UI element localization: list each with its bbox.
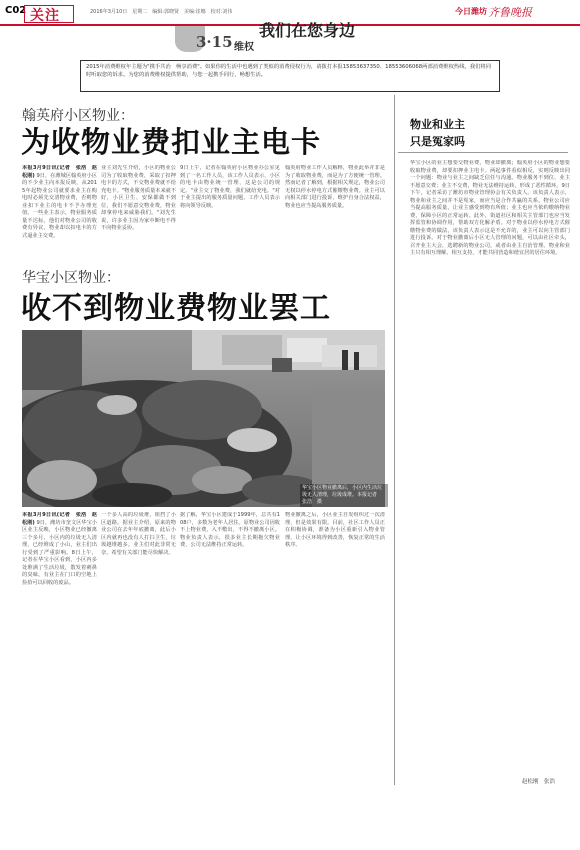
photo-caption: 华宝小区物业撤离后，小区内生活垃圾无人清理，垃圾成堆。本报记者 张浩 摄: [300, 484, 388, 507]
sidebar-text: 华宝小区的业主想要交物业费，物业却撤离；翰英府小区的物业想要收取物业费，却要扣押业主电卡。两起事件看似相反，实则反映出同一个问题：物业与业主之间缺乏信任与沟通。物业服务不到位，业主不愿意交费；业主不交费，物业无法维持运转，形成了恶性循环。9日下午，记者采访了潍坊市物业管理协会有关负责人。该负责人表示，物业和业主之间并不是冤家，而应当是合作共赢的关系。物业公司应当提高服务质量，让业主感受到物有所值；业主也应当依约缴纳物业费，保障小区的正常运转。此外，街道社区和相关主管部门也应当发挥监管和协调作用，帮助双方化解矛盾。对于物业以停水停电方式催缴物业费的做法，该负责人表示这是不允许的，业主可以向主管部门进行投诉。对于物业撤离后小区无人管理的问题，可以由社区牵头，召开业主大会，选聘新的物业公司，或者由业主自治管理。物业和业主只有相互理解、相互支持，才能共同营造和谐宜居的居住环境。: [410, 160, 570, 256]
article2-column-4: 物业撤离之后，小区业主自发组织过一次清理，但是效果有限。目前，社区工作人员正在积极协调，准备为小区重新引入物业管理，让小区环境得到改善，恢复正常的生活秩序。: [285, 512, 385, 548]
banner-subtitle: 维权: [234, 42, 254, 53]
garbage-photo: [22, 330, 385, 507]
sidebar-signature: 赵松刚 张浩: [522, 779, 556, 785]
article2-column-3: 据了解，华宝小区建成于1999年，总共有108户，多数为老年人居住。原物业公司因收不上物业费，入不敷出，不得不撤离小区。物业负责人表示，很多业主长期拖欠物业费，公司无法维持正常运转。: [180, 512, 280, 548]
sidebar-title-line-2: 只是冤家吗: [410, 135, 465, 148]
article1-byline: 本报3月9日讯(记者 张浩 赵松刚): [22, 165, 97, 179]
article2-headline: 收不到物业费物业罢工: [21, 291, 331, 326]
article1-kicker: 翰英府小区物业：: [22, 108, 134, 124]
banner-title: 我们在您身边: [259, 21, 356, 40]
article1-column-1: [22, 165, 97, 257]
section-title: 关注: [30, 8, 60, 24]
article2-column-2: 一个多人高的垃圾堆，阻挡了小区道路。据业主介绍，原来的物业公司在去年年底撤离，此后小区内就再也没有人打扫卫生，垃圾越堆越多。业主们对此非常无奈，希望有关部门能尽快解决。: [101, 512, 176, 556]
article1-col1-text: 9日，在潍城区翰英府小区的不少业主向本报反映，从2015年起物业公司就要求业主在购电时必须先交清物业费，否则物业扣下业主的电卡不予办理充值。一些业主表示，物业服务质量不达标，他们对物业公司的收费有异议，物业却以扣电卡的方式逼业主交费。: [22, 172, 97, 239]
article2-byline: 本报3月9日讯(记者 张浩 赵松刚): [22, 512, 97, 526]
banner-315: 3·15: [196, 33, 233, 51]
article1-column-4: 翰英府物业工作人员解释，物业此举并非是为了收取物业费，而是为了方便统一管理。然而记者了解到，根据相关规定，物业公司无权以停水停电方式催缴物业费。业主可以向相关部门进行投诉，维护自身合法权益，物业也应当提高服务质量。: [285, 165, 385, 209]
sidebar-title-line-1: 物业和业主: [410, 118, 465, 131]
brand-prefix: 今日潍坊: [455, 7, 487, 16]
brand-logo: 齐鲁晚报: [488, 6, 532, 19]
intro-box: 2015年消费维权年主题为"携手共治 畅享消费"。如果你的生活中也遇到了类似的消费侵权行为，请拨打本报15853637350、18553606068两部消费维权热线，我们将同时听取您的诉求。为您的消费维权提供帮助，与您一起携手同行，畅想生活。: [80, 60, 500, 92]
sidebar-rule: [398, 152, 568, 153]
article1-headline: 为收物业费扣业主电卡: [21, 125, 322, 159]
photo-illustration: [22, 330, 385, 507]
page-number: C02: [5, 5, 27, 16]
article1-column-3: 9日上午，记者在翰英府小区物业办公室见到了一名工作人员，该工作人员表示，小区的电卡由物业统一管理，这是公司的规定。"业主交了物业费，我们就给充电。"对于业主提出的服务质量问题，工作人员表示将向领导反映。: [180, 165, 280, 209]
article1-column-2: 业主刘先生介绍，小区的物业公司为了收取物业费，采取了扣押电卡的方式，不交物业费就不给充电卡。"物业服务质量本来就不好，小区卫生、安保都做不到位，我们不愿意交物业费，物业却拿停电来威胁我们。"刘先生说，许多业主因为家中断电不得不向物业妥协。: [101, 165, 176, 231]
article2-kicker: 华宝小区物业：: [22, 270, 120, 286]
article2-col1-text: 9日，潍坊市奎文区华宝小区业主反映，小区物业已经撤离三个多月，小区内的垃圾无人清理，已经堆成了小山，业主们出行受到了严重影响。8日上午，记者在华宝小区看到，小区内多处堆满了生活垃圾，散发着刺鼻的臭味，有业主在门口的空地上捡拾可以回收的废品。: [22, 519, 97, 586]
header-meta: 2016年3月10日 星期二 编辑:郭晓贤 美编:崔娜 校对:刘伟: [90, 9, 233, 15]
article2-column-1: [22, 512, 97, 692]
